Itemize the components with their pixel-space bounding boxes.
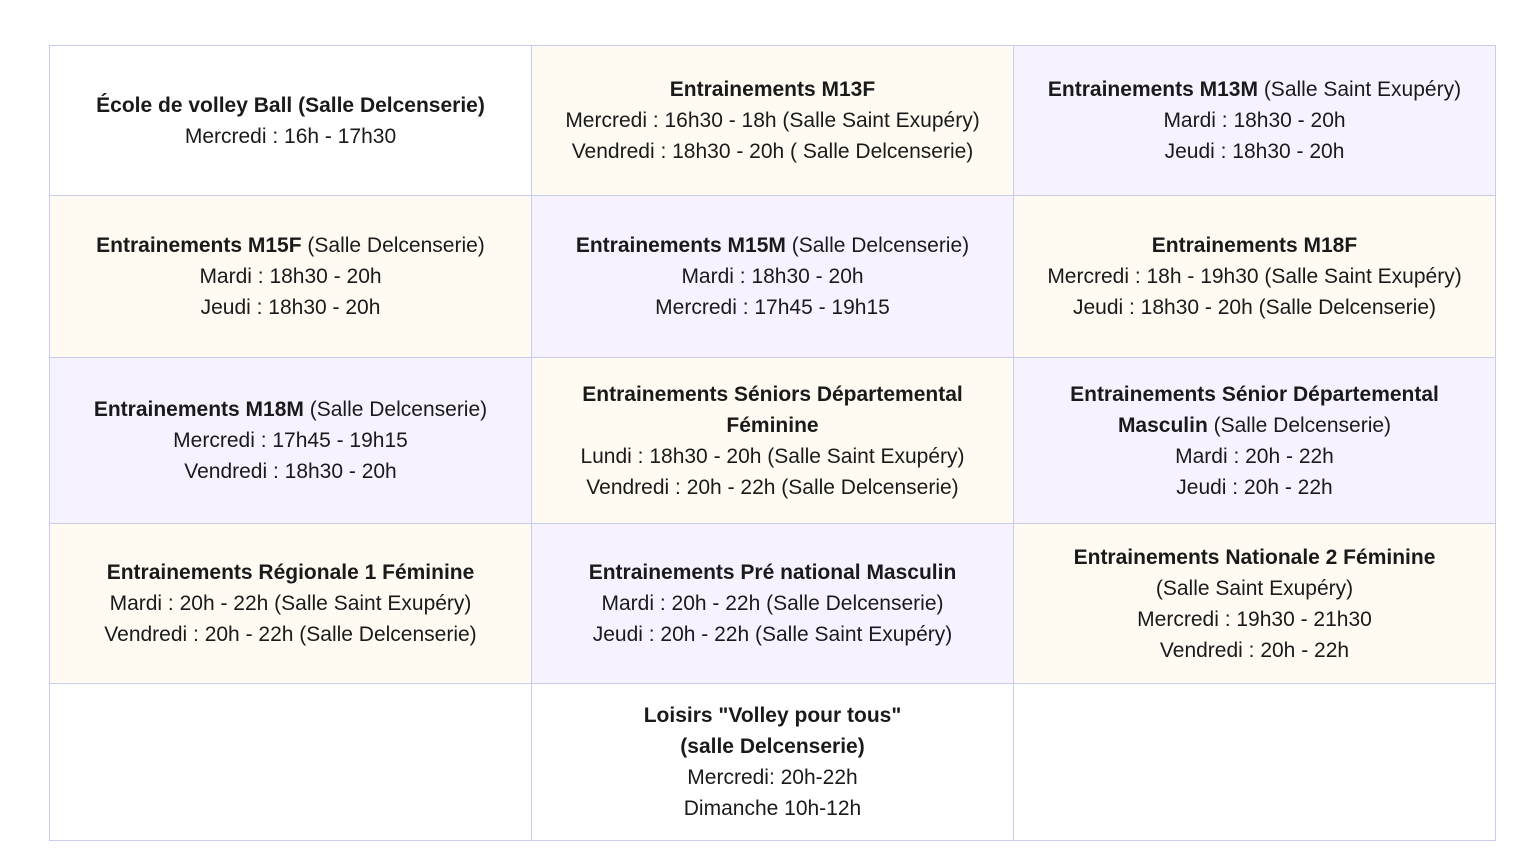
cell-line: Vendredi : 20h - 22h [1159,638,1350,662]
cell-line: Mercredi : 18h - 19h30 (Salle Saint Exupéry) [1047,265,1462,288]
cell-line: Vendredi : 18h30 - 20h ( Salle Delcenserie) [571,140,974,163]
cell-title: Entrainements Séniors Départemental Féminine [582,382,963,437]
cell-line: Mardi : 18h30 - 20h [1163,109,1346,132]
cell-title: Entrainements M15F [96,234,302,257]
schedule-cell [532,196,1014,358]
cell-line: Mardi : 20h - 22h [1175,444,1334,468]
cell-line: Dimanche 10h-12h [683,797,862,820]
schedule-cell [532,358,1014,524]
table-row [50,524,1496,684]
cell-location: (Salle Delcenserie) [301,234,485,257]
cell-title: Entrainements M18M [93,398,304,421]
schedule-cell [50,524,532,684]
training-schedule-table [49,45,1496,841]
schedule-cell [50,358,532,524]
schedule-cell [1014,46,1496,196]
cell-line: Vendredi : 18h30 - 20h [184,460,397,483]
cell-line: Lundi : 18h30 - 20h (Salle Saint Exupéry) [580,444,965,468]
cell-line: Mercredi : 17h45 - 19h15 [173,429,408,452]
table-row [50,196,1496,358]
cell-heading [1028,379,1481,441]
schedule-cell [1014,358,1496,524]
schedule-cell [532,684,1014,841]
cell-title: Entrainements M18F [1151,234,1358,257]
cell-line: Mercredi : 16h30 - 18h (Salle Saint Exupéry) [565,109,980,132]
cell-line: Mardi : 18h30 - 20h [199,265,382,288]
cell-heading [546,230,999,261]
cell-line: Mardi : 18h30 - 20h [681,265,864,288]
cell-title: Entrainements Pré national Masculin [588,561,957,584]
cell-line: Mercredi: 20h-22h [687,766,858,789]
schedule-cell [1014,196,1496,358]
cell-location: (Salle Delcenserie) [785,234,970,257]
cell-title: Entrainements M13F [669,78,876,101]
cell-line: Mercredi : 16h - 17h30 [184,124,397,148]
cell-line: Mardi : 20h - 22h (Salle Delcenserie) [601,592,944,615]
table-row [50,46,1496,196]
cell-line: Vendredi : 20h - 22h (Salle Delcenserie) [586,475,959,499]
cell-location: (Salle Delcenserie) [303,398,488,421]
cell-heading [64,394,517,425]
cell-title: Entrainements M15M [575,234,786,257]
cell-line: Jeudi : 18h30 - 20h [200,296,381,319]
schedule-cell-empty [1014,684,1496,841]
schedule-cell [1014,524,1496,684]
cell-line: (Salle Saint Exupéry) [1155,576,1354,600]
cell-line: Jeudi : 20h - 22h (Salle Saint Exupéry) [592,623,953,646]
cell-title: Loisirs "Volley pour tous" (salle Delcenserie) [643,704,902,758]
cell-line: Jeudi : 18h30 - 20h (Salle Delcenserie) [1072,296,1437,319]
cell-heading [64,230,517,261]
cell-line: Mercredi : 19h30 - 21h30 [1137,607,1372,631]
cell-line: Mardi : 20h - 22h (Salle Saint Exupéry) [109,592,472,615]
schedule-cell [532,524,1014,684]
schedule-cell [50,46,532,196]
cell-line: Jeudi : 18h30 - 20h [1164,140,1345,163]
schedule-cell [50,196,532,358]
cell-title: École de volley Ball (Salle Delcenserie) [96,93,485,117]
cell-title: Entrainements Sénior Départemental Masculin [1070,382,1439,437]
cell-line: Vendredi : 20h - 22h (Salle Delcenserie) [104,623,477,646]
cell-line: Jeudi : 20h - 22h [1176,475,1333,499]
cell-title: Entrainements M13M [1047,78,1258,101]
table-row [50,358,1496,524]
cell-location: (Salle Saint Exupéry) [1257,78,1462,101]
schedule-cell-empty [50,684,532,841]
cell-line: Mercredi : 17h45 - 19h15 [655,296,890,319]
cell-heading [1028,74,1481,105]
cell-title: Entrainements Nationale 2 Féminine [1073,545,1436,569]
cell-title: Entrainements Régionale 1 Féminine [106,561,475,584]
cell-location: (Salle Delcenserie) [1207,413,1392,437]
schedule-cell [532,46,1014,196]
table-row [50,684,1496,841]
